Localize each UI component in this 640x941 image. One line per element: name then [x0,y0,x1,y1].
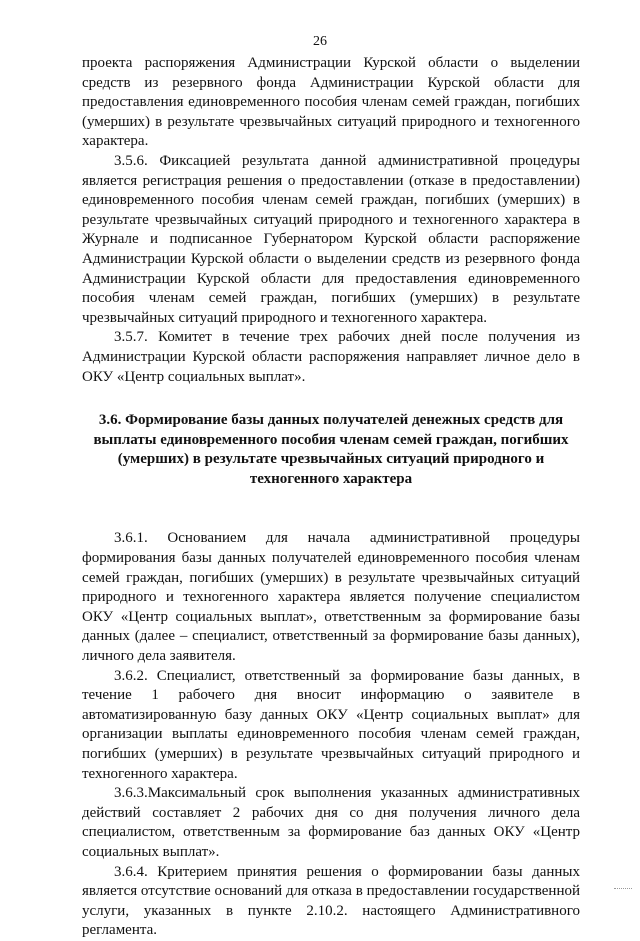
paragraph-3-6-4: 3.6.4. Критерием принятия решения о формировании базы данных является отсутствие оснований для отказа в предоставлении государственной услуги, указанных в пункте 2.10.2. настоящего Административного регламента. [82,863,580,939]
document-body [82,54,580,941]
paragraph-3-6-3: 3.6.3.Максимальный срок выполнения указанных административных действий составляет 2 рабочих дня со дня получения личного дела специалистом, ответственным за формирование баз данных ОКУ «Центр социальных выплат». [82,785,580,860]
page-number: 26 [313,34,327,49]
paragraph-3-5-7: 3.5.7. Комитет в течение трех рабочих дней после получения из Администрации Курской области распоряжения направляет личное дело в ОКУ «Центр социальных выплат». [82,329,580,385]
section-heading-3-6: 3.6. Формирование базы данных получателей денежных средств для выплаты единовременного пособия членам семей граждан, погибших (умерших) в результате чрезвычайных ситуаций природного и техногенного характера [93,412,569,487]
scan-artifact [614,888,632,895]
paragraph-3-6-1: 3.6.1. Основанием для начала административной процедуры формирования базы данных получателей единовременного пособия членам семей граждан, погибших (умерших) в результате чрезвычайных ситуаций природного и техногенного характера является получение специалистом ОКУ «Центр социальных выплат», ответственным за формирование базы данных (далее – специалист, ответственный за формирование базы данных), личного дела заявителя. [82,530,580,665]
paragraph-continuation: проекта распоряжения Администрации Курской области о выделении средств из резервного фонда Администрации Курской области для предоставления единовременного пособия членам семей граждан, погибших (умерших) в результате чрезвычайных ситуаций природного и техногенного характера. [82,55,580,150]
paragraph-3-5-6: 3.5.6. Фиксацией результата данной административной процедуры является регистрация решения о предоставлении (отказе в предоставлении) единовременного пособия членам семей граждан, погибших (умерших) в результате чрезвычайных ситуаций природного и техногенного характера в Журнале и подписанное Губернатором Курской области распоряжение Администрации Курской области о выделении средств из резервного фонда Администрации Курской области для предоставления единовременного пособия членам семей граждан, погибших (умерших) в результате чрезвычайных ситуаций природного и техногенного характера. [82,152,580,326]
paragraph-3-6-2: 3.6.2. Специалист, ответственный за формирование базы данных, в течение 1 рабочего дня вносит информацию о заявителе в автоматизированную базу данных ОКУ «Центр социальных выплат» для организации выплаты единовременного пособия членам семей граждан, погибших (умерших) в результате чрезвычайных ситуаций природного и техногенного характера. [82,667,580,782]
